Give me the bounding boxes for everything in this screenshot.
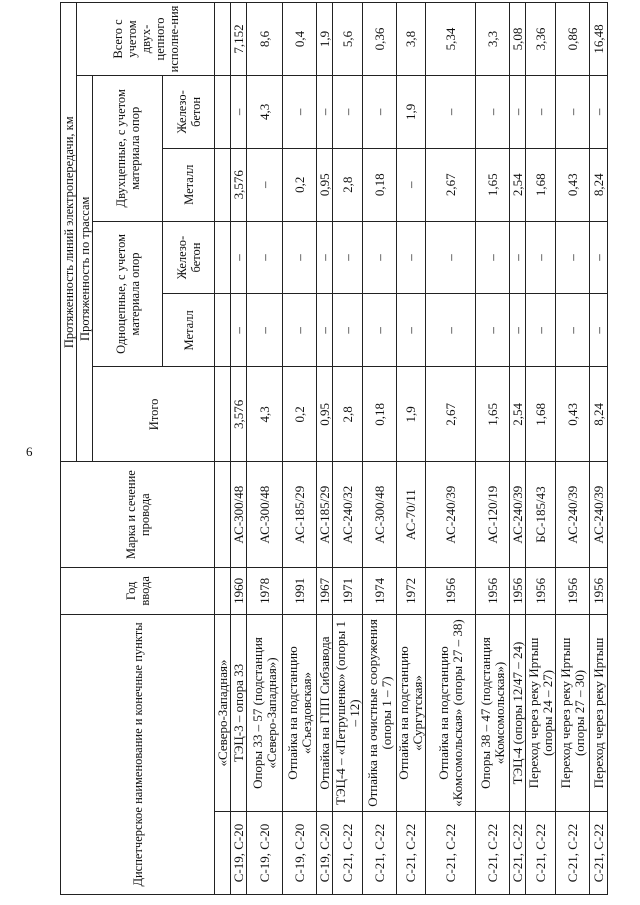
cell-all: 0,4 xyxy=(283,3,317,76)
cell-total: 2,54 xyxy=(510,367,526,462)
cell-wire: АС-240/32 xyxy=(333,462,363,567)
cell-all: 0,86 xyxy=(556,3,590,76)
cell-double-metal: 1,68 xyxy=(526,148,556,221)
cell-total: 1,65 xyxy=(476,367,510,462)
table-row xyxy=(397,3,426,895)
header-double-metal: Металл xyxy=(163,148,215,221)
cell-single-metal: – xyxy=(526,294,556,367)
cell-code: С-21, С-22 xyxy=(556,812,590,895)
cell-code: С-21, С-22 xyxy=(333,812,363,895)
cell-double-concrete xyxy=(215,75,231,148)
cell-single-metal: – xyxy=(590,294,608,367)
cell-single-metal xyxy=(215,294,231,367)
cell-single-concrete: – xyxy=(476,221,510,294)
table-body xyxy=(215,3,608,895)
cell-name: Отпайка на подстанцию «Съездовская» xyxy=(283,614,317,811)
cell-double-concrete: – xyxy=(426,75,476,148)
cell-code: С-19, С-20 xyxy=(247,812,283,895)
cell-all: 5,34 xyxy=(426,3,476,76)
cell-double-metal: 3,576 xyxy=(231,148,247,221)
table-row xyxy=(283,3,317,895)
cell-name: Отпайка на очистные сооружения (опоры 1 – 7) xyxy=(363,614,397,811)
cell-wire: АС-300/48 xyxy=(247,462,283,567)
cell-year: 1971 xyxy=(333,567,363,614)
cell-double-metal: 0,2 xyxy=(283,148,317,221)
cell-single-metal: – xyxy=(283,294,317,367)
cell-name: Отпайка на подстанцию «Комсомольская» (опоры 27 – 38) xyxy=(426,614,476,811)
header-wire: Марка и сечение провода xyxy=(61,462,215,567)
cell-total: 2,67 xyxy=(426,367,476,462)
header-single: Одноцепные, с учетом материала опор xyxy=(93,221,163,367)
cell-single-concrete: – xyxy=(397,221,426,294)
cell-wire: АС-240/39 xyxy=(556,462,590,567)
cell-year: 1978 xyxy=(247,567,283,614)
cell-all: 16,48 xyxy=(590,3,608,76)
header-single-concrete: Железо-бетон xyxy=(163,221,215,294)
cell-name: Опоры 33 – 57 (подстанция «Северо-Западная») xyxy=(247,614,283,811)
header-name: Диспетчерское наименование и конечные пункты xyxy=(61,614,215,894)
cell-all: 3,3 xyxy=(476,3,510,76)
cell-all: 1,9 xyxy=(317,3,333,76)
header-two-circuit: Всего с учетом двух-цепного исполне-ния xyxy=(77,3,215,76)
header-double: Двухцепные, с учетом материала опор xyxy=(93,75,163,221)
cell-double-metal: 1,65 xyxy=(476,148,510,221)
header-length-group: Протяженность линий электропередачи, км xyxy=(61,3,77,463)
cell-all: 3,8 xyxy=(397,3,426,76)
cell-double-metal: 2,67 xyxy=(426,148,476,221)
cell-double-metal: 0,95 xyxy=(317,148,333,221)
cell-code: С-21, С-22 xyxy=(590,812,608,895)
cell-all: 5,6 xyxy=(333,3,363,76)
cell-double-concrete: – xyxy=(363,75,397,148)
cell-single-metal: – xyxy=(363,294,397,367)
cell-double-metal: 0,18 xyxy=(363,148,397,221)
power-lines-table xyxy=(60,2,608,895)
cell-single-metal: – xyxy=(476,294,510,367)
cell-code: С-21, С-22 xyxy=(426,812,476,895)
cell-name: ТЭЦ-4 (опоры 12/47 – 24) xyxy=(510,614,526,811)
cell-total: 2,8 xyxy=(333,367,363,462)
table-row xyxy=(510,3,526,895)
cell-double-concrete: – xyxy=(476,75,510,148)
rotated-page xyxy=(54,0,620,905)
cell-year: 1956 xyxy=(426,567,476,614)
cell-year xyxy=(215,567,231,614)
cell-name: Переход через реку Иртыш (опоры 27 – 30) xyxy=(556,614,590,811)
cell-year: 1956 xyxy=(590,567,608,614)
cell-double-metal xyxy=(215,148,231,221)
cell-all: 7,152 xyxy=(231,3,247,76)
cell-name: «Северо-Западная» xyxy=(215,614,231,811)
cell-single-concrete: – xyxy=(556,221,590,294)
cell-name: ТЭЦ-3 – опора 33 xyxy=(231,614,247,811)
cell-year: 1974 xyxy=(363,567,397,614)
table-row xyxy=(476,3,510,895)
table-row xyxy=(333,3,363,895)
table-row xyxy=(363,3,397,895)
cell-double-concrete: – xyxy=(231,75,247,148)
cell-all: 0,36 xyxy=(363,3,397,76)
cell-total: 0,95 xyxy=(317,367,333,462)
cell-double-metal: 0,43 xyxy=(556,148,590,221)
cell-code xyxy=(215,812,231,895)
cell-total: 0,18 xyxy=(363,367,397,462)
cell-name: Отпайка на подстанцию «Сургутская» xyxy=(397,614,426,811)
cell-double-concrete: 4,3 xyxy=(247,75,283,148)
cell-total: 1,9 xyxy=(397,367,426,462)
table-row xyxy=(556,3,590,895)
cell-year: 1956 xyxy=(510,567,526,614)
cell-name: Переход через реку Иртыш (опоры 24 – 27) xyxy=(526,614,556,811)
cell-code: С-21, С-22 xyxy=(397,812,426,895)
cell-year: 1967 xyxy=(317,567,333,614)
cell-single-concrete: – xyxy=(426,221,476,294)
cell-double-concrete: – xyxy=(556,75,590,148)
cell-wire: АС-300/48 xyxy=(363,462,397,567)
table-row xyxy=(231,3,247,895)
cell-all: 5,08 xyxy=(510,3,526,76)
cell-wire: АС-120/19 xyxy=(476,462,510,567)
cell-single-concrete: – xyxy=(363,221,397,294)
cell-double-concrete: – xyxy=(526,75,556,148)
cell-year: 1956 xyxy=(476,567,510,614)
cell-total: 8,24 xyxy=(590,367,608,462)
cell-year: 1972 xyxy=(397,567,426,614)
cell-double-metal: 8,24 xyxy=(590,148,608,221)
cell-all: 3,36 xyxy=(526,3,556,76)
cell-single-metal: – xyxy=(317,294,333,367)
cell-single-metal: – xyxy=(426,294,476,367)
cell-code: С-19, С-20 xyxy=(283,812,317,895)
cell-name: Опоры 38 – 47 (подстанция «Комсомольская») xyxy=(476,614,510,811)
cell-single-metal: – xyxy=(556,294,590,367)
header-year: Год ввода xyxy=(61,567,215,614)
cell-double-metal: – xyxy=(247,148,283,221)
cell-single-concrete: – xyxy=(510,221,526,294)
header-double-concrete: Железо-бетон xyxy=(163,75,215,148)
table-row xyxy=(247,3,283,895)
cell-wire: БС-185/43 xyxy=(526,462,556,567)
cell-wire: АС-300/48 xyxy=(231,462,247,567)
cell-double-concrete: – xyxy=(317,75,333,148)
cell-double-metal: 2,8 xyxy=(333,148,363,221)
cell-double-concrete: – xyxy=(510,75,526,148)
cell-code: С-19, С-20 xyxy=(317,812,333,895)
cell-total: 0,43 xyxy=(556,367,590,462)
cell-double-concrete: 1,9 xyxy=(397,75,426,148)
cell-single-metal: – xyxy=(247,294,283,367)
cell-single-concrete: – xyxy=(317,221,333,294)
cell-double-concrete: – xyxy=(590,75,608,148)
cell-total: 4,3 xyxy=(247,367,283,462)
cell-code: С-21, С-22 xyxy=(526,812,556,895)
cell-code: С-21, С-22 xyxy=(510,812,526,895)
cell-single-concrete: – xyxy=(590,221,608,294)
header-total: Итого xyxy=(93,367,215,462)
table-row xyxy=(317,3,333,895)
cell-single-concrete: – xyxy=(526,221,556,294)
cell-single-concrete: – xyxy=(283,221,317,294)
cell-name: Отпайка на ГПП Сибзавода xyxy=(317,614,333,811)
cell-single-concrete: – xyxy=(333,221,363,294)
cell-wire: АС-70/11 xyxy=(397,462,426,567)
cell-single-metal: – xyxy=(397,294,426,367)
cell-year: 1960 xyxy=(231,567,247,614)
cell-code: С-21, С-22 xyxy=(363,812,397,895)
cell-wire: АС-185/29 xyxy=(317,462,333,567)
header-by-route: Протяженность по трассам xyxy=(77,75,93,462)
cell-wire: АС-240/39 xyxy=(590,462,608,567)
cell-year: 1956 xyxy=(556,567,590,614)
cell-wire xyxy=(215,462,231,567)
cell-all xyxy=(215,3,231,76)
cell-single-concrete: – xyxy=(247,221,283,294)
cell-wire: АС-185/29 xyxy=(283,462,317,567)
cell-single-metal: – xyxy=(231,294,247,367)
cell-single-metal: – xyxy=(510,294,526,367)
table-row xyxy=(215,3,231,895)
cell-double-metal: 2,54 xyxy=(510,148,526,221)
cell-single-metal: – xyxy=(333,294,363,367)
cell-total: 3,576 xyxy=(231,367,247,462)
cell-name: ТЭЦ-4 – «Петрушенко» (опоры 1 – 12) xyxy=(333,614,363,811)
cell-double-concrete: – xyxy=(333,75,363,148)
cell-year: 1956 xyxy=(526,567,556,614)
cell-name: Переход через реку Иртыш xyxy=(590,614,608,811)
cell-single-concrete: – xyxy=(231,221,247,294)
page-number: 6 xyxy=(26,444,33,459)
cell-total: 1,68 xyxy=(526,367,556,462)
cell-total: 0,2 xyxy=(283,367,317,462)
cell-wire: АС-240/39 xyxy=(426,462,476,567)
header-single-metal: Металл xyxy=(163,294,215,367)
cell-code: С-21, С-22 xyxy=(476,812,510,895)
cell-all: 8,6 xyxy=(247,3,283,76)
cell-double-metal: – xyxy=(397,148,426,221)
cell-code: С-19, С-20 xyxy=(231,812,247,895)
cell-total xyxy=(215,367,231,462)
cell-year: 1991 xyxy=(283,567,317,614)
cell-double-concrete: – xyxy=(283,75,317,148)
table-row xyxy=(426,3,476,895)
cell-single-concrete xyxy=(215,221,231,294)
table-row xyxy=(590,3,608,895)
cell-wire: АС-240/39 xyxy=(510,462,526,567)
table-row xyxy=(526,3,556,895)
